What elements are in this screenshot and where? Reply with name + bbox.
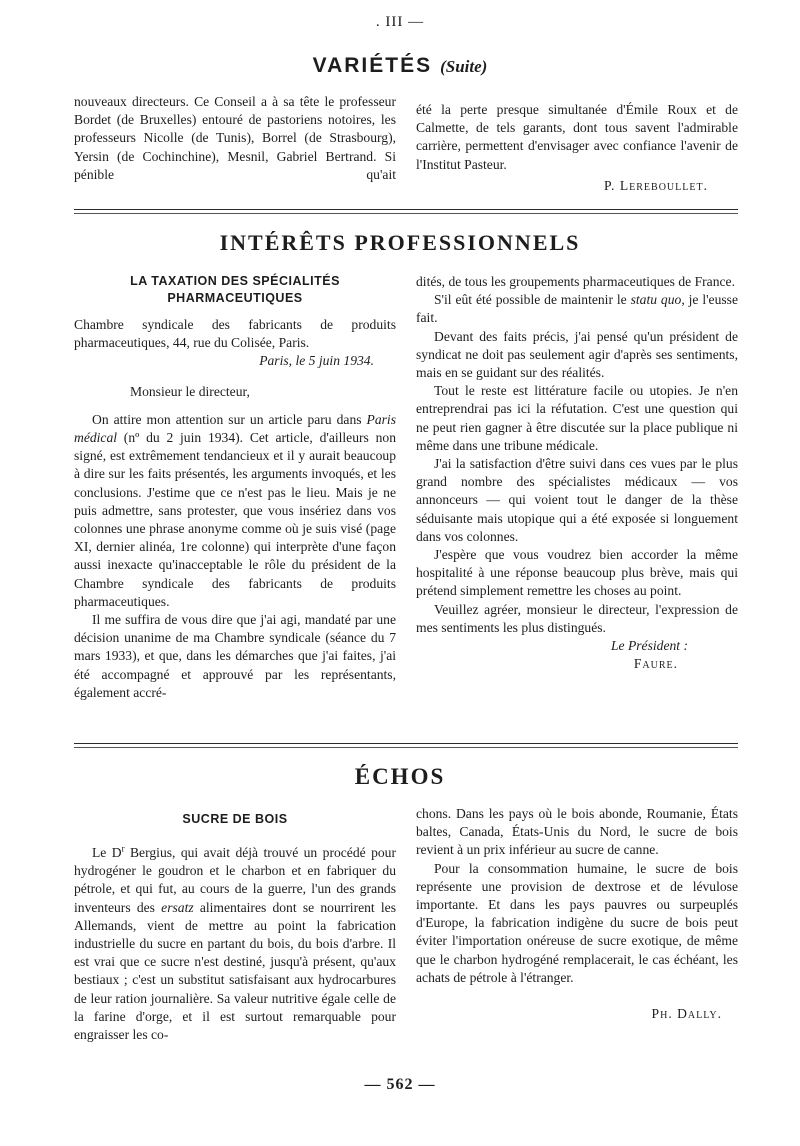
closing-title: Le Président :: [610, 638, 688, 654]
echos-paragraph-3: Pour la consommation humaine, le sucre de bois représente une provision de dextrose et de lévulose importante. Et dans les pays pauvres ou surpeuplés d'Europe, la fabrication indigène du sucre de bois peut éviter l'importation onéreuse de sucre exotique, de même que le charbon hydrogéné remplacerait, le cas échéant, les achats de pétrole à l'étranger.: [416, 860, 738, 985]
section-divider-1: [74, 209, 738, 210]
echos-p1-part-a: Le D: [92, 845, 122, 860]
letter-paragraph-8: J'espère que vous voudrez bien accorder la même hospitalité à une réponse beaucoup plus brève, mais qui prétend simplement remettre les choses au point.: [416, 547, 738, 599]
journal-name: Paris médical: [74, 411, 396, 446]
letterhead: Chambre syndicale des fabricants de produits pharmaceutiques, 44, rue du Colisée, Paris.: [74, 317, 396, 351]
section-title-interets: INTÉRÊTS PROFESSIONNELS: [219, 230, 581, 255]
letter-paragraph-3: dités, de tous les groupements pharmaceutiques de France.: [416, 274, 735, 289]
page-number: — 562 —: [364, 1076, 436, 1093]
letter-p1-part-b: (nº du 2 juin 1934). Cet article, d'ailleurs non signé, est extrêmement tendancieux et il y aurait beaucoup à dire sur les faits présentés, les arguments invoqués, et les conclusions. J'estime que ce n'est pas le lieu. Mais je ne puis admettre, sans protester, que vous insériez dans vos colonnes une phrase anonyme comme où je suis visé (page XI, dernier alinéa, 1re colonne) qui interprète d'une façon aussi inexacte qu'inacceptable le rôle du président de la Chambre syndicale des fabricants de produits pharmaceutiques.: [74, 430, 396, 609]
interets-left-column: [74, 273, 396, 702]
letter-paragraph-2: Il me suffira de vous dire que j'ai agi, mandaté par une décision unanime de ma Chambre syndicale (séance du 7 mars 1933), et que, dans les démarches que j'ai faites, j'ai été accompagné et approuvé par les représentants, également accré-: [74, 612, 396, 700]
letter-paragraph-1: [74, 411, 396, 611]
article-subtitle-sucre: SUCRE DE BOIS: [182, 812, 288, 826]
echos-left-column: [74, 811, 396, 1044]
echos-right-column: [416, 805, 738, 1023]
varietes-right-column: [416, 101, 738, 195]
statu-quo: statu quo: [630, 292, 682, 308]
varietes-left-text: nouveaux directeurs. Ce Conseil a à sa tête le professeur Bordet (de Bruxelles) entouré de pastoriens notoires, les professeurs Nicolle (de Tunis), Borrel (de Strasbourg), Yersin (de Cochinchine), Mesnil, Gabriel Bertrand. Si pénible qu'ait: [74, 94, 396, 182]
section-divider-1b: [74, 213, 738, 214]
dateline: Paris, le 5 juin 1934.: [259, 353, 374, 369]
section-title-echos: ÉCHOS: [354, 764, 446, 789]
echos-paragraph-2: chons. Dans les pays où le bois abonde, Roumanie, États baltes, Canada, États-Unis du Nord, le sucre de bois revient à un prix inférieur au sucre de canne.: [416, 806, 738, 858]
echos-p1-part-c: alimentaires dont se nourrirent les Allemands, vient de mettre au point la fabrication industrielle du sucre en partant du bois, du bois d'arbre. Il est vrai que ce sucre n'est destiné, jusqu'à présent, qu'aux bestiaux ; c'est un substitut satisfaisant aux hydrocarbures de leur ration journalière. Sa valeur nutritive égale celle de la farine d'orge, et il est surtout remarquable pour engraisser les co-: [74, 899, 397, 1043]
letter-paragraph-9: Veuillez agréer, monsieur le directeur, l'expression de mes sentiments les plus distingués.: [416, 601, 738, 635]
letter-p4-part-a: S'il eût été possible de maintenir le: [434, 292, 631, 308]
interets-right-column: [416, 273, 738, 673]
echos-p1-sup: r: [121, 843, 125, 854]
letter-paragraph-5: Devant des faits précis, j'ai pensé qu'un président de syndicat ne doit pas seulement agir d'après ses sentiments, mais en se guidant sur des réalités.: [416, 328, 738, 381]
letter-p1-part-a: On attire mon attention sur un article paru dans: [92, 411, 367, 427]
letter-paragraph-6: Tout le reste est littérature facile ou utopies. Je n'en entreprendrai pas ici la réfutation. C'est une question qui ne peut rien gagner à être discutée sur la place publique ni même dans une tribune médicale.: [416, 383, 738, 453]
ersatz-word: ersatz: [161, 899, 194, 915]
section-title-varietes: [0, 54, 800, 78]
varietes-title-text: VARIÉTÉS: [312, 54, 433, 77]
echos-paragraph-1: [74, 844, 396, 1044]
echos-signature: Ph. Dally.: [651, 1006, 722, 1022]
article-subtitle-taxation: [74, 273, 396, 307]
article-subtitle-line1: LA TAXATION DES SPÉCIALITÉS: [130, 274, 340, 288]
section-divider-2b: [74, 747, 738, 748]
running-head: . III —: [375, 14, 425, 30]
article-subtitle-line2: PHARMACEUTIQUES: [167, 291, 303, 305]
echos-p1-part-b: Bergius, qui avait déjà trouvé un procédé pour hydrogéner le goudron et le charbon et en fabriquer du pétrole, et qui fut, au cours de la guerre, l'un des grands inventeurs des: [74, 845, 396, 915]
varietes-left-column: [74, 93, 396, 184]
varietes-suite-label: (Suite): [440, 57, 488, 76]
letter-paragraph-7: J'ai la satisfaction d'être suivi dans ces vues par le plus grand nombre des spécialistes médicaux — vos annonceurs — qui voient tout le danger de la thèse séduisante mais utopique qui a été exposée si longuement dans vos colonnes.: [416, 456, 738, 544]
section-divider-2: [74, 743, 738, 744]
closing-signature: Faure.: [633, 656, 678, 672]
varietes-right-text: été la perte presque simultanée d'Émile Roux et de Calmette, de tels garants, dont tous savent l'admirable carrière, permettent d'envisager avec confiance l'avenir de l'Institut Pasteur.: [416, 102, 738, 172]
salutation: Monsieur le directeur,: [130, 383, 250, 399]
varietes-signature: P. Lereboullet.: [604, 177, 708, 193]
letter-paragraph-4: [416, 291, 738, 327]
letter-p4-part-b: , je l'eusse fait.: [416, 292, 739, 326]
